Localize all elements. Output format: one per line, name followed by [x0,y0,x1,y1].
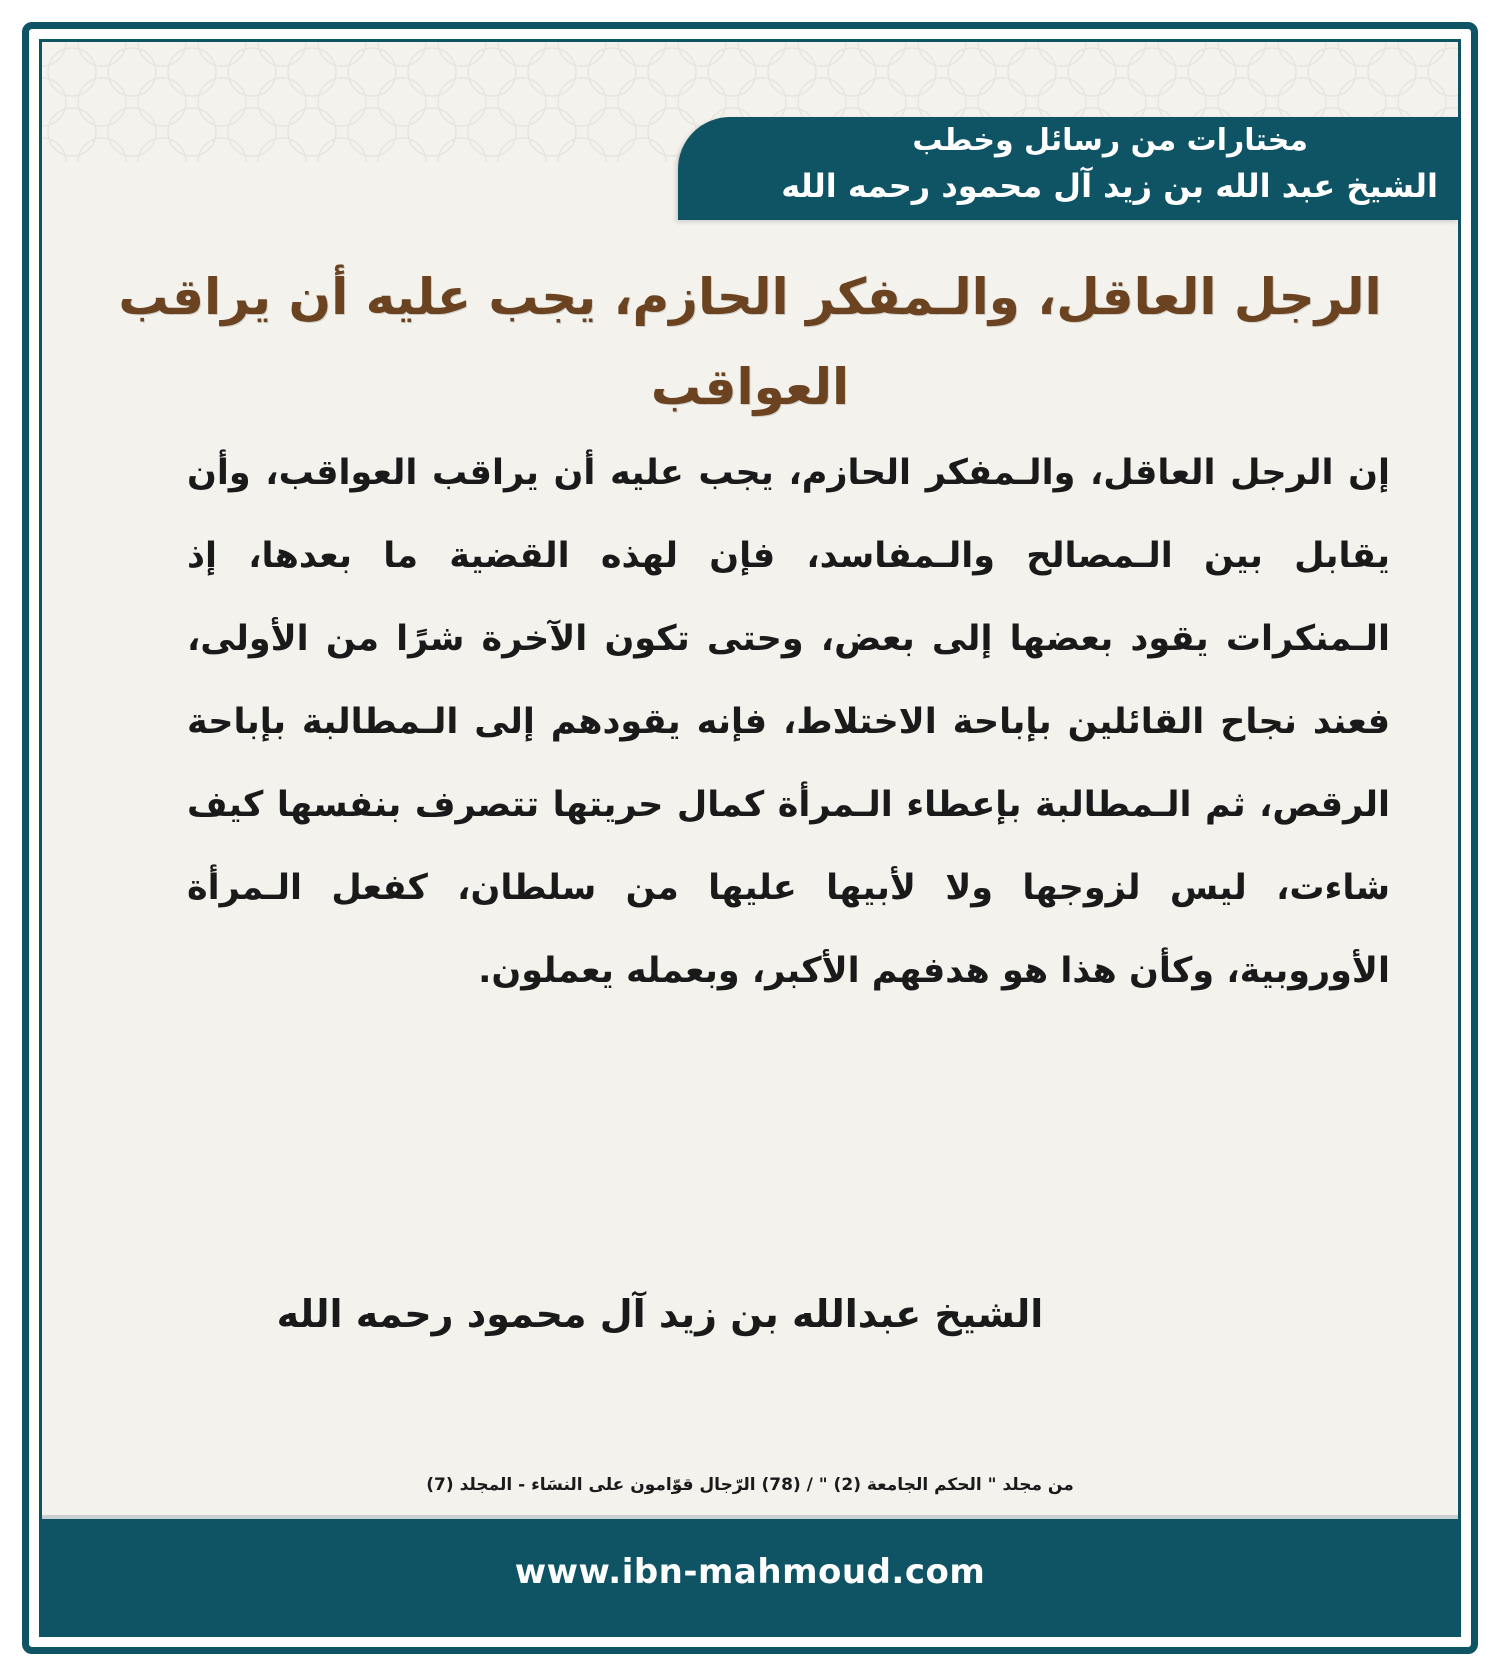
page-title: الرجل العاقل، والـمفكر الحازم، يجب عليه أن يراقب العواقب [118,268,1382,416]
header-subtitle: مختارات من رسائل وخطب [912,123,1308,158]
body-paragraph: إن الرجل العاقل، والـمفكر الحازم، يجب عليه أن يراقب العواقب، وأن يقابل بين الـمصالح والـمفاسد، فإن لهذه القضية ما بعدها، إذ الـمنكرات يقود بعضها إلى بعض، وحتى تكون الآخرة شرًا من الأولى، فعند نجاح القائلين بإباحة الاختلاط، فإنه يقودهم إلى الـمطالبة بإباحة الرقص، ثم الـمطالبة بإعطاء الـمرأة كمال حريتها تتصرف بنفسها كيف شاءت، ليس لزوجها ولا لأبيها عليها من سلطان، كفعل الـمرأة الأوروبية، وكأن هذا هو هدفهم الأكبر، وبعمله يعملون. [187,453,1390,991]
card [39,39,1461,1637]
footer [42,1515,1458,1634]
source-citation: من مجلد " الحكم الجامعة (2) " / (78) الرّجال قوّامون على النسَاء - المجلد (7) [426,1475,1074,1495]
website-link[interactable]: www.ibn-mahmoud.com [514,1552,986,1592]
outer-frame [22,22,1478,1654]
header-banner [678,117,1458,220]
signature: الشيخ عبدالله بن زيد آل محمود رحمه الله [276,1292,1044,1336]
header-author: الشيخ عبد الله بن زيد آل محمود رحمه الله [781,167,1438,205]
